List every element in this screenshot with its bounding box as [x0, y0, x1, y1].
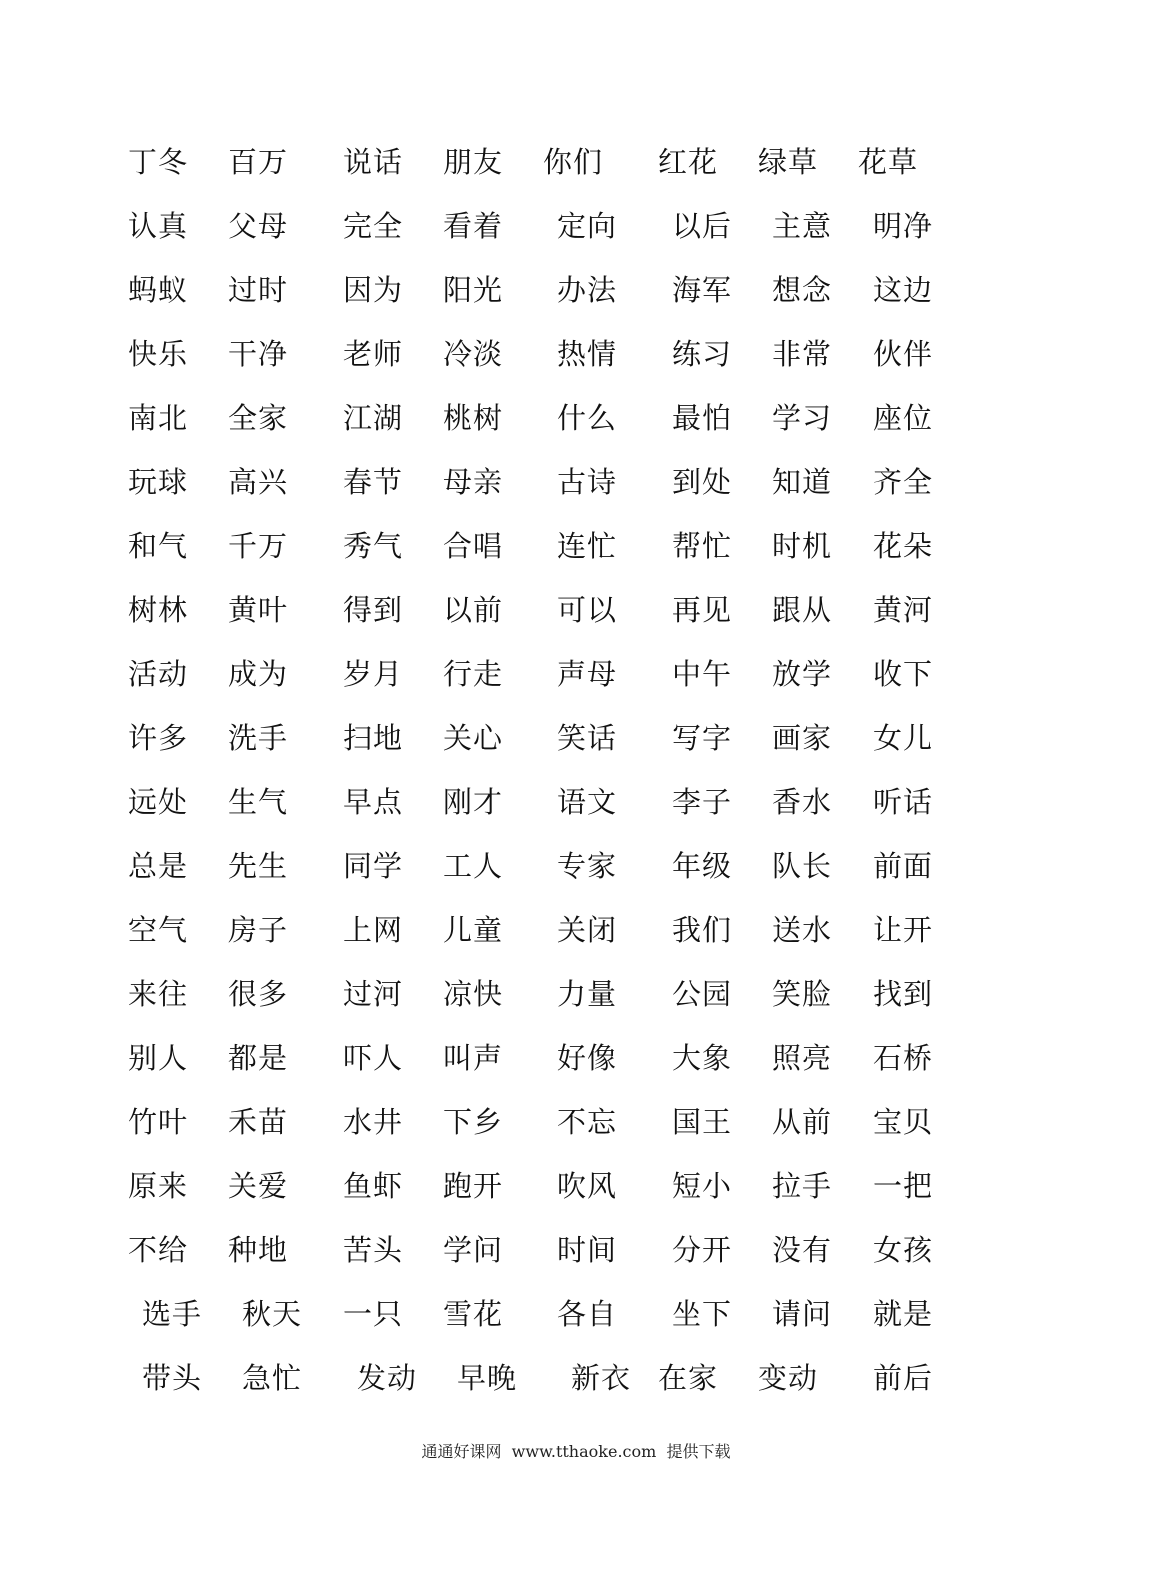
vocab-word: 跟从 [772, 593, 833, 627]
vocab-word: 岁月 [343, 657, 404, 691]
vocab-word: 写字 [672, 721, 733, 755]
vocab-word: 快乐 [128, 337, 189, 371]
vocab-word: 父母 [228, 209, 289, 243]
word-row [0, 137, 1152, 187]
vocab-word: 队长 [772, 849, 833, 883]
vocab-word: 工人 [443, 849, 504, 883]
vocab-word: 原来 [128, 1169, 189, 1203]
vocab-word: 上网 [343, 913, 404, 947]
vocab-word: 石桥 [873, 1041, 934, 1075]
vocab-word: 都是 [228, 1041, 289, 1075]
vocab-word: 你们 [543, 145, 604, 179]
vocab-word: 公园 [672, 977, 733, 1011]
vocab-word: 秋天 [242, 1297, 303, 1331]
vocab-word: 阳光 [443, 273, 504, 307]
vocab-word: 儿童 [443, 913, 504, 947]
vocab-word: 再见 [672, 593, 733, 627]
word-row [0, 1033, 1152, 1083]
vocab-word: 知道 [772, 465, 833, 499]
vocab-word: 扫地 [343, 721, 404, 755]
vocab-word: 来往 [128, 977, 189, 1011]
vocab-word: 时间 [557, 1233, 618, 1267]
vocab-word: 新衣 [571, 1361, 632, 1395]
vocab-word: 好像 [557, 1041, 618, 1075]
vocab-word: 冷淡 [443, 337, 504, 371]
word-row [0, 649, 1152, 699]
vocab-word: 语文 [557, 785, 618, 819]
vocab-word: 早晚 [457, 1361, 518, 1395]
vocab-word: 练习 [672, 337, 733, 371]
vocab-word: 明净 [873, 209, 934, 243]
vocab-word: 找到 [873, 977, 934, 1011]
vocab-word: 急忙 [242, 1361, 303, 1395]
vocab-word: 国王 [672, 1105, 733, 1139]
vocab-word: 不忘 [557, 1105, 618, 1139]
vocab-word: 水井 [343, 1105, 404, 1139]
vocab-word: 远处 [128, 785, 189, 819]
vocab-word: 朋友 [443, 145, 504, 179]
vocab-word: 年级 [672, 849, 733, 883]
vocab-word: 专家 [557, 849, 618, 883]
word-row [0, 777, 1152, 827]
word-row [0, 457, 1152, 507]
vocab-word: 李子 [672, 785, 733, 819]
word-row [0, 1289, 1152, 1339]
vocab-word: 帮忙 [672, 529, 733, 563]
vocab-word: 最怕 [672, 401, 733, 435]
vocab-word: 可以 [557, 593, 618, 627]
vocab-word: 和气 [128, 529, 189, 563]
word-row [0, 521, 1152, 571]
vocab-word: 发动 [357, 1361, 418, 1395]
word-row [0, 1097, 1152, 1147]
vocab-word: 高兴 [228, 465, 289, 499]
vocab-word: 中午 [672, 657, 733, 691]
vocab-word: 洗手 [228, 721, 289, 755]
vocab-word: 办法 [557, 273, 618, 307]
vocab-word: 从前 [772, 1105, 833, 1139]
vocab-word: 秀气 [343, 529, 404, 563]
vocab-word: 伙伴 [873, 337, 934, 371]
word-row [0, 969, 1152, 1019]
vocab-word: 不给 [128, 1233, 189, 1267]
vocab-word: 学习 [772, 401, 833, 435]
vocab-word: 请问 [772, 1297, 833, 1331]
vocab-word: 笑脸 [772, 977, 833, 1011]
vocab-word: 许多 [128, 721, 189, 755]
word-row [0, 265, 1152, 315]
vocab-word: 古诗 [557, 465, 618, 499]
vocab-word: 下乡 [443, 1105, 504, 1139]
vocab-word: 干净 [228, 337, 289, 371]
vocab-word: 叫声 [443, 1041, 504, 1075]
vocab-word: 带头 [142, 1361, 203, 1395]
vocab-word: 成为 [228, 657, 289, 691]
vocab-word: 非常 [772, 337, 833, 371]
vocab-word: 变动 [758, 1361, 819, 1395]
vocab-word: 黄叶 [228, 593, 289, 627]
vocab-word: 黄河 [873, 593, 934, 627]
word-row [0, 713, 1152, 763]
vocab-word: 以前 [443, 593, 504, 627]
vocab-word: 过时 [228, 273, 289, 307]
word-row [0, 1353, 1152, 1403]
vocab-word: 选手 [142, 1297, 203, 1331]
vocab-word: 全家 [228, 401, 289, 435]
vocab-word: 收下 [873, 657, 934, 691]
vocab-word: 丁冬 [128, 145, 189, 179]
vocab-word: 定向 [557, 209, 618, 243]
vocab-word: 禾苗 [228, 1105, 289, 1139]
vocab-word: 认真 [128, 209, 189, 243]
vocab-word: 竹叶 [128, 1105, 189, 1139]
vocab-word: 女孩 [873, 1233, 934, 1267]
vocab-word: 这边 [873, 273, 934, 307]
word-row [0, 1225, 1152, 1275]
vocab-word: 同学 [343, 849, 404, 883]
vocab-word: 蚂蚁 [128, 273, 189, 307]
vocab-word: 在家 [658, 1361, 719, 1395]
vocab-word: 热情 [557, 337, 618, 371]
vocab-word: 没有 [772, 1233, 833, 1267]
vocab-word: 总是 [128, 849, 189, 883]
vocab-word: 老师 [343, 337, 404, 371]
vocab-word: 拉手 [772, 1169, 833, 1203]
vocab-word: 就是 [873, 1297, 934, 1331]
vocab-word: 前后 [873, 1361, 934, 1395]
vocab-word: 海军 [672, 273, 733, 307]
vocab-word: 早点 [343, 785, 404, 819]
vocab-word: 桃树 [443, 401, 504, 435]
vocab-word: 过河 [343, 977, 404, 1011]
vocab-word: 玩球 [128, 465, 189, 499]
vocab-word: 吓人 [343, 1041, 404, 1075]
vocab-word: 连忙 [557, 529, 618, 563]
word-row [0, 201, 1152, 251]
vocab-word: 学问 [443, 1233, 504, 1267]
vocab-word: 千万 [228, 529, 289, 563]
footer-credit: 通通好课网 www.tthaoke.com 提供下载 [421, 1442, 731, 1461]
vocab-word: 一把 [873, 1169, 934, 1203]
vocab-word: 母亲 [443, 465, 504, 499]
vocab-word: 说话 [343, 145, 404, 179]
vocab-word: 听话 [873, 785, 934, 819]
vocab-word: 想念 [772, 273, 833, 307]
vocab-word: 关心 [443, 721, 504, 755]
vocab-word: 花朵 [873, 529, 934, 563]
word-row [0, 841, 1152, 891]
vocab-word: 我们 [672, 913, 733, 947]
vocab-word: 跑开 [443, 1169, 504, 1203]
vocab-word: 房子 [228, 913, 289, 947]
vocab-word: 绿草 [758, 145, 819, 179]
word-row [0, 329, 1152, 379]
word-row [0, 393, 1152, 443]
vocab-word: 笑话 [557, 721, 618, 755]
word-row [0, 1161, 1152, 1211]
vocab-word: 先生 [228, 849, 289, 883]
vocab-word: 时机 [772, 529, 833, 563]
vocab-word: 各自 [557, 1297, 618, 1331]
vocab-word: 合唱 [443, 529, 504, 563]
vocab-word: 树林 [128, 593, 189, 627]
vocab-word: 坐下 [672, 1297, 733, 1331]
vocab-word: 以后 [672, 209, 733, 243]
vocab-word: 江湖 [343, 401, 404, 435]
vocab-word: 照亮 [772, 1041, 833, 1075]
vocab-word: 看着 [443, 209, 504, 243]
vocab-word: 齐全 [873, 465, 934, 499]
vocab-word: 声母 [557, 657, 618, 691]
vocab-word: 红花 [658, 145, 719, 179]
vocab-word: 苦头 [343, 1233, 404, 1267]
word-row [0, 585, 1152, 635]
vocab-word: 大象 [672, 1041, 733, 1075]
vocab-word: 分开 [672, 1233, 733, 1267]
vocab-word: 雪花 [443, 1297, 504, 1331]
vocab-word: 前面 [873, 849, 934, 883]
vocab-word: 宝贝 [873, 1105, 934, 1139]
vocab-word: 放学 [772, 657, 833, 691]
vocab-word: 女儿 [873, 721, 934, 755]
vocab-word: 因为 [343, 273, 404, 307]
vocab-word: 花草 [858, 145, 919, 179]
vocab-word: 南北 [128, 401, 189, 435]
vocab-word: 种地 [228, 1233, 289, 1267]
vocab-word: 得到 [343, 593, 404, 627]
vocab-word: 画家 [772, 721, 833, 755]
vocab-word: 空气 [128, 913, 189, 947]
vocab-word: 力量 [557, 977, 618, 1011]
vocab-word: 完全 [343, 209, 404, 243]
vocab-word: 主意 [772, 209, 833, 243]
vocab-word: 行走 [443, 657, 504, 691]
vocab-word: 鱼虾 [343, 1169, 404, 1203]
vocab-word: 关闭 [557, 913, 618, 947]
vocab-word: 到处 [672, 465, 733, 499]
vocab-word: 百万 [228, 145, 289, 179]
vocab-word: 香水 [772, 785, 833, 819]
vocab-word: 关爱 [228, 1169, 289, 1203]
vocab-word: 春节 [343, 465, 404, 499]
vocab-word: 送水 [772, 913, 833, 947]
vocab-word: 刚才 [443, 785, 504, 819]
vocab-word: 凉快 [443, 977, 504, 1011]
vocab-word: 让开 [873, 913, 934, 947]
vocab-word: 别人 [128, 1041, 189, 1075]
vocab-word: 活动 [128, 657, 189, 691]
word-row [0, 905, 1152, 955]
vocab-word: 短小 [672, 1169, 733, 1203]
vocab-word: 吹风 [557, 1169, 618, 1203]
vocab-word: 很多 [228, 977, 289, 1011]
vocab-word: 座位 [873, 401, 934, 435]
vocab-word: 什么 [557, 401, 618, 435]
vocab-word: 生气 [228, 785, 289, 819]
vocab-word: 一只 [343, 1297, 404, 1331]
